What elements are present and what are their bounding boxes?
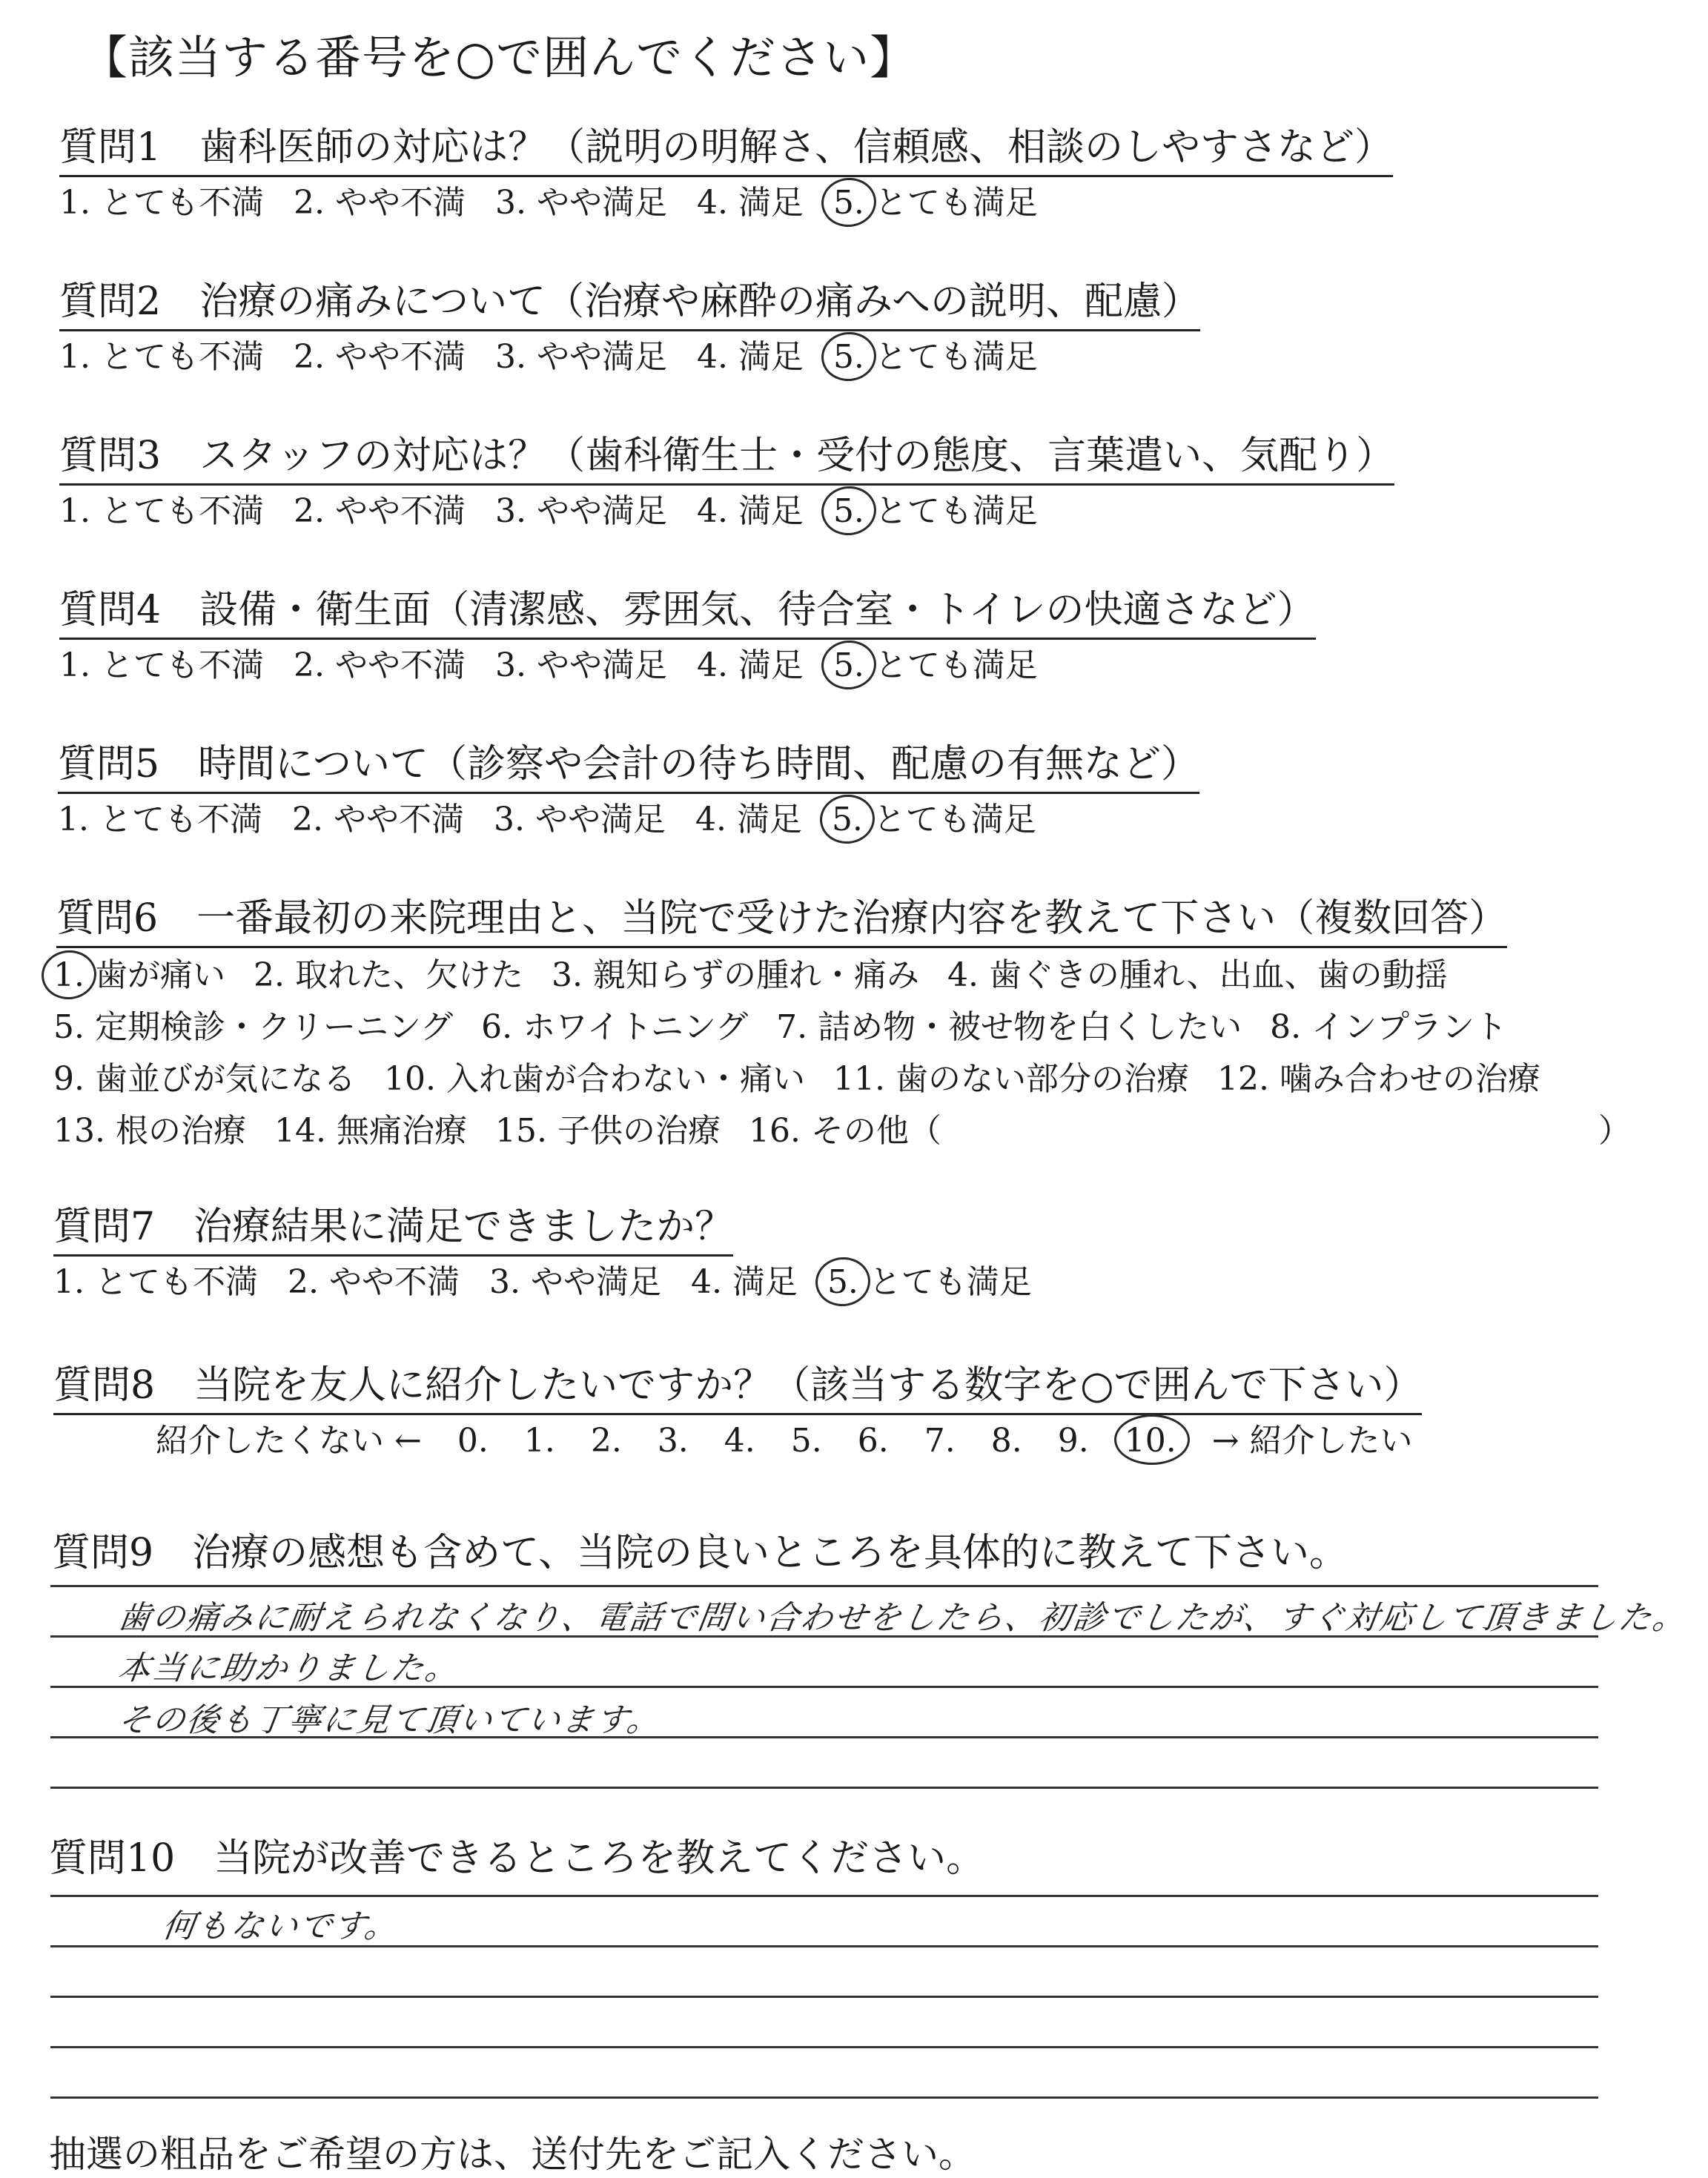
question-10-title: 質問10 当院が改善できるところを教えてください。 [49, 1836, 985, 1881]
rating-option-label: とても不満 [100, 492, 264, 530]
rating-option-1[interactable] [59, 645, 264, 686]
question-1-title: 質問1 歯科医師の対応は？（説明の明解さ、信頼感、相談のしやすさなど） [59, 123, 1393, 177]
rating-option-label: とても満足 [874, 184, 1038, 222]
rating-option-number: 3. [494, 492, 526, 530]
reason-option-label: 取れた、欠けた [294, 956, 523, 994]
question-6-row [53, 1007, 1569, 1059]
rating-option-2[interactable] [294, 491, 466, 532]
reason-option-label: 歯ぐきの腫れ、出血、歯の動揺 [988, 956, 1448, 994]
rating-option-number: 2. [293, 492, 325, 530]
rating-option-4[interactable] [697, 182, 804, 224]
rating-option-number: 1. [59, 338, 90, 376]
rating-option-label: やや満足 [534, 801, 666, 838]
rating-option-label: とても不満 [94, 1263, 258, 1301]
scale-value[interactable]: 7. [924, 1422, 956, 1460]
reason-option-number: 1. [53, 955, 85, 996]
rating-option-number: 3. [494, 338, 526, 376]
rating-option-5[interactable] [833, 182, 1038, 224]
reason-option[interactable] [274, 1110, 467, 1152]
page-header: 【該当する番号を○で囲んでください】 [82, 30, 917, 85]
rating-option-number: 4. [696, 646, 728, 684]
scale-right-label: → 紹介したい [1211, 1422, 1413, 1460]
reason-option-label: 歯並びが気になる [94, 1060, 356, 1098]
rating-option-number: 4. [696, 184, 728, 222]
question-4-options [59, 645, 1068, 686]
question-9-title: 質問9 治療の感想も含めて、当院の良いところを具体的に教えて下さい。 [52, 1531, 1348, 1575]
reason-option[interactable] [495, 1110, 721, 1152]
reason-option[interactable] [481, 1007, 748, 1048]
scale-value[interactable]: 5. [790, 1422, 822, 1460]
rating-option-label: とても満足 [868, 1263, 1032, 1301]
rating-option-1[interactable] [59, 337, 264, 378]
rating-option-label: とても満足 [874, 646, 1038, 684]
rating-option-label: やや不満 [334, 492, 466, 530]
rating-option-4[interactable] [697, 337, 804, 378]
scale-value[interactable]: 8. [990, 1422, 1022, 1460]
reason-option[interactable] [254, 955, 523, 996]
rating-option-number: 5. [833, 182, 864, 224]
footer-note: 抽選の粗品をご希望の方は、送付先をご記入ください。 [49, 2133, 976, 2176]
answer-line [50, 1585, 1598, 1587]
reason-option-label: 噛み合わせの治療 [1279, 1060, 1540, 1098]
rating-option-number: 5. [833, 337, 864, 378]
rating-option-1[interactable] [58, 799, 262, 841]
reason-option-number: 3. [551, 956, 583, 994]
scale-value[interactable]: 10. [1125, 1420, 1176, 1462]
reason-option-label: 歯のない部分の治療 [895, 1060, 1189, 1098]
rating-option-4[interactable] [691, 1262, 798, 1303]
reason-option-label: インプラント [1311, 1008, 1508, 1046]
rating-option-number: 3. [489, 1263, 520, 1301]
reason-option[interactable] [776, 1007, 1242, 1048]
rating-option-1[interactable] [53, 1262, 258, 1303]
rating-option-3[interactable] [495, 645, 667, 686]
rating-option-number: 3. [494, 646, 526, 684]
reason-option-label: 定期検診・クリーニング [94, 1008, 454, 1046]
rating-option-5[interactable] [827, 1262, 1032, 1303]
rating-option-label: とても満足 [874, 338, 1038, 376]
reason-option-number: 12. [1217, 1060, 1269, 1098]
rating-option-number: 1. [53, 1263, 85, 1301]
question-10-answer-line-1: 何もないです。 [159, 1907, 402, 1945]
rating-option-number: 1. [59, 646, 90, 684]
reason-option[interactable] [384, 1059, 805, 1100]
reason-option-label: 詰め物・被せ物を白くしたい [818, 1008, 1242, 1046]
reason-option-label: 無痛治療 [336, 1112, 467, 1150]
rating-option-2[interactable] [294, 645, 466, 686]
rating-option-5[interactable] [833, 491, 1038, 532]
reason-option[interactable] [947, 955, 1448, 996]
rating-option-label: 満足 [738, 184, 804, 222]
question-3-title: 質問3 スタッフの対応は？（歯科衛生士・受付の態度、言葉遣い、気配り） [59, 431, 1394, 486]
question-9-answer-line-3: その後も丁寧に見て頂いています。 [115, 1701, 664, 1739]
rating-option-label: とても不満 [99, 801, 262, 838]
question-2-title: 質問2 治療の痛みについて（治療や麻酔の痛みへの説明、配慮） [59, 277, 1200, 331]
reason-option[interactable] [552, 955, 919, 996]
rating-option-label: 満足 [738, 646, 804, 684]
rating-option-label: とても満足 [874, 492, 1038, 530]
answer-line [50, 2046, 1598, 2048]
rating-option-label: やや不満 [334, 184, 466, 222]
reason-option-label: 子供の治療 [557, 1112, 721, 1150]
rating-option-1[interactable] [59, 491, 264, 532]
rating-option-4[interactable] [697, 645, 804, 686]
question-7-options [53, 1262, 1062, 1303]
rating-option-number: 5. [833, 645, 864, 686]
rating-option-5[interactable] [833, 645, 1038, 686]
scale-value[interactable]: 0. [457, 1422, 489, 1460]
reason-option-number: 11. [833, 1060, 885, 1098]
reason-option-number: 16. [748, 1112, 801, 1150]
answer-line [50, 1996, 1598, 1998]
reason-option[interactable] [1217, 1059, 1540, 1100]
reason-option-number: 8. [1270, 1008, 1302, 1046]
rating-option-label: 満足 [736, 801, 802, 838]
reason-option-number: 15. [494, 1112, 547, 1150]
rating-option-4[interactable] [697, 491, 804, 532]
rating-option-label: やや不満 [334, 646, 466, 684]
rating-option-number: 1. [58, 801, 89, 838]
reason-option-number: 10. [383, 1060, 436, 1098]
answer-line [50, 1787, 1598, 1789]
reason-option-number: 9. [53, 1060, 85, 1098]
rating-option-3[interactable] [495, 182, 667, 224]
rating-option-3[interactable] [494, 799, 666, 841]
rating-option-number: 5. [832, 799, 863, 841]
rating-option-number: 5. [827, 1262, 858, 1303]
rating-option-number: 2. [287, 1263, 319, 1301]
reason-option[interactable] [53, 1007, 453, 1048]
reason-option-label: ホワイトニング [523, 1008, 749, 1046]
reason-option[interactable] [53, 1059, 356, 1100]
scale-left-label: 紹介したくない ← [156, 1422, 422, 1460]
rating-option-number: 4. [696, 492, 728, 530]
rating-option-1[interactable] [59, 182, 264, 224]
rating-option-label: 満足 [732, 1263, 798, 1301]
answer-line [50, 1895, 1598, 1897]
rating-option-label: とても不満 [100, 338, 264, 376]
rating-option-number: 1. [59, 492, 90, 530]
reason-option-label: 入れ歯が合わない・痛い [446, 1060, 805, 1098]
rating-option-label: やや満足 [530, 1263, 661, 1301]
question-8-scale [156, 1420, 1449, 1462]
question-7-title: 質問7 治療結果に満足できましたか？ [53, 1202, 733, 1257]
rating-option-3[interactable] [489, 1262, 661, 1303]
rating-option-3[interactable] [495, 491, 667, 532]
question-6-row [53, 1110, 1569, 1162]
rating-option-number: 2. [293, 646, 325, 684]
rating-option-2[interactable] [288, 1262, 460, 1303]
rating-option-label: やや不満 [334, 338, 466, 376]
rating-option-number: 2. [293, 184, 325, 222]
rating-option-5[interactable] [833, 337, 1038, 378]
reason-option-number: 2. [253, 956, 285, 994]
rating-option-2[interactable] [294, 337, 466, 378]
question-2-options [59, 337, 1068, 378]
answer-line [50, 2096, 1598, 2099]
question-6-close-paren: ） [1598, 1112, 1631, 1150]
rating-option-label: やや満足 [536, 338, 667, 376]
rating-option-3[interactable] [495, 337, 667, 378]
rating-option-label: やや不満 [333, 801, 464, 838]
scale-value[interactable]: 4. [724, 1422, 755, 1460]
question-6-row [53, 1059, 1569, 1110]
rating-option-5[interactable] [832, 799, 1036, 841]
question-1-options [59, 182, 1068, 224]
rating-option-number: 4. [690, 1263, 722, 1301]
rating-option-label: やや満足 [536, 492, 667, 530]
scale-value[interactable]: 6. [857, 1422, 889, 1460]
reason-option[interactable] [833, 1059, 1189, 1100]
reason-option[interactable] [53, 1110, 246, 1152]
rating-option-label: 満足 [738, 492, 804, 530]
rating-option-label: やや満足 [536, 646, 667, 684]
reason-option[interactable] [749, 1110, 941, 1152]
question-9-answer-line-1: 歯の痛みに耐えられなくなり、電話で問い合わせをしたら、初診でしたが、すぐ対応して頂きました。 [115, 1599, 1689, 1637]
scale-value[interactable]: 2. [590, 1422, 622, 1460]
reason-option[interactable] [1270, 1007, 1507, 1048]
reason-option-number: 5. [53, 1008, 85, 1046]
question-5-options [58, 799, 1066, 841]
rating-option-2[interactable] [292, 799, 464, 841]
reason-option-number: 4. [947, 956, 979, 994]
question-8-title: 質問8 当院を友人に紹介したいですか？（該当する数字を○で囲んで下さい） [53, 1361, 1422, 1415]
rating-option-number: 3. [494, 184, 526, 222]
reason-option-number: 7. [776, 1008, 808, 1046]
scale-value[interactable]: 3. [657, 1422, 689, 1460]
scale-value[interactable]: 9. [1057, 1422, 1089, 1460]
rating-option-label: とても満足 [873, 801, 1036, 838]
question-6-options [53, 955, 1569, 1162]
question-6-row [53, 955, 1569, 1007]
question-3-options [59, 491, 1068, 532]
reason-option[interactable] [970, 1110, 980, 1152]
rating-option-number: 4. [695, 801, 726, 838]
rating-option-4[interactable] [695, 799, 802, 841]
rating-option-2[interactable] [294, 182, 466, 224]
rating-option-label: とても不満 [100, 646, 264, 684]
rating-option-label: やや不満 [328, 1263, 460, 1301]
question-5-title: 質問5 時間について（診察や会計の待ち時間、配慮の有無など） [58, 740, 1199, 794]
reason-option-number: 6. [481, 1008, 513, 1046]
reason-option[interactable] [53, 955, 225, 996]
rating-option-number: 2. [293, 338, 325, 376]
scale-value[interactable]: 1. [523, 1422, 555, 1460]
question-6-title: 質問6 一番最初の来院理由と、当院で受けた治療内容を教えて下さい（複数回答） [56, 894, 1507, 948]
rating-option-number: 4. [696, 338, 728, 376]
reason-option-number: 14. [274, 1112, 326, 1150]
rating-option-number: 3. [493, 801, 525, 838]
reason-option-label: 歯が痛い [94, 956, 225, 994]
question-9-answer-line-2: 本当に助かりました。 [115, 1649, 462, 1687]
rating-option-label: とても不満 [100, 184, 264, 222]
rating-option-number: 2. [291, 801, 323, 838]
question-4-title: 質問4 設備・衛生面（清潔感、雰囲気、待合室・トイレの快適さなど） [59, 586, 1316, 640]
reason-option-number: 13. [53, 1112, 105, 1150]
reason-option-label: 根の治療 [115, 1112, 246, 1150]
rating-option-number: 1. [59, 184, 90, 222]
rating-option-label: やや満足 [536, 184, 667, 222]
rating-option-number: 5. [833, 491, 864, 532]
reason-option-label: その他（ [810, 1112, 941, 1150]
reason-option-label: 親知らずの腫れ・痛み [592, 956, 919, 994]
rating-option-label: 満足 [738, 338, 804, 376]
